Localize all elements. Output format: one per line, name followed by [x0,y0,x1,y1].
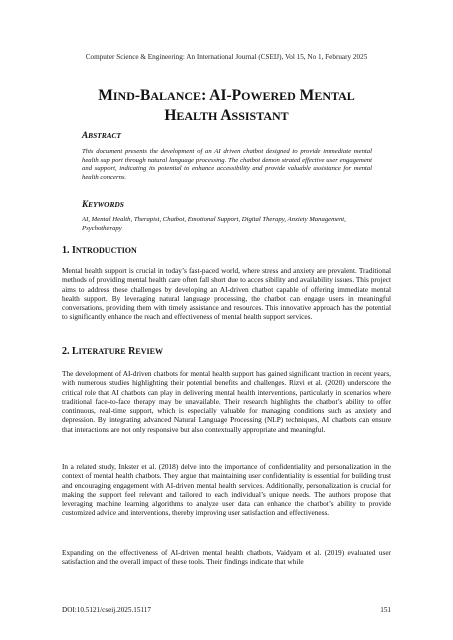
abstract-text: This document presents the development of an AI driven chatbot designed to provide immediate mental health sup port through natural language processing. The chatbot demon strated effective user engagement and support, indicating its potential to enhance accessibility and provide valuable assistance for mental health concerns. [82,148,372,181]
abstract-heading: ABSTRACT [82,130,121,140]
keywords-text: AI, Mental Health, Therapist, Chatbot, Emotional Support, Digital Therapy, Anxiety Management, Psychotherapy [82,216,346,232]
paragraph-literature-2: In a related study, Inkster et al. (2018) delve into the importance of confidentiality and personalization in the context of mental health chatbots. They argue that maintaining user confidentiality is essential for building trust and encouraging engagement with AI-driven mental health services. Additionally, personalization is crucial for making the support feel relevant and tailored to each individual’s unique needs. The authors propose that leveraging machine learning algorithms to analyze user data can enhance the chatbot’s ability to provide customized advice and interventions, thereby improving user satisfaction and effectiveness. [62,462,391,518]
footer-doi: DOI:10.5121/cseij.2025.15117 [62,606,151,614]
paragraph-literature-1: The development of AI-driven chatbots for mental health support has gained significant traction in recent years, with numerous studies highlighting their potential benefits and challenges. Rizvi et al. (2020) underscore the critical role that AI chatbots can play in delivering mental health interventions, particularly in scenarios where traditional face-to-face therapy may be unavailable. Their research highlights the chatbot’s ability to offer continuous, real-time support, which is especially valuable for managing conditions such as anxiety and depression. By integrating advanced Natural Language Processing (NLP) techniques, AI chatbots can ensure that interactions are not only responsive but also contextually appropriate and meaningful. [62,369,391,434]
section-heading-introduction: 1. INTRODUCTION [62,245,137,256]
paragraph-literature-3: Expanding on the effectiveness of AI-driven mental health chatbots, Vaidyam et al. (2019) evaluated user satisfaction and the overall impact of these tools. Their findings indicate that while [62,548,391,567]
keywords-heading: KEYWORDS [82,199,124,209]
paragraph-introduction: Mental health support is crucial in today’s fast-paced world, where stress and anxiety are prevalent. Traditional methods of providing mental health care often fall short due to acces sibility and availability issues. This project aims to address these challenges by developing an AI-driven chatbot capable of offering immediate mental health support. By leveraging natural language processing, the chatbot can engage users in meaningful conversations, providing them with timely assistance and resources. This innovative approach has the potential to significantly enhance the reach and effectiveness of mental health support services. [62,266,391,322]
title-line-1: MIND-BALANCE: AI-POWERED MENTAL [98,87,355,104]
footer-page-number: 151 [380,606,391,614]
section-heading-literature-review: 2. LITERATURE REVIEW [62,346,163,357]
title-line-2: HEALTH ASSISTANT [164,107,289,124]
journal-header: Computer Science & Engineering: An International Journal (CSEIJ), Vol 15, No 1, February 2025 [85,53,368,61]
paper-title [62,86,391,126]
